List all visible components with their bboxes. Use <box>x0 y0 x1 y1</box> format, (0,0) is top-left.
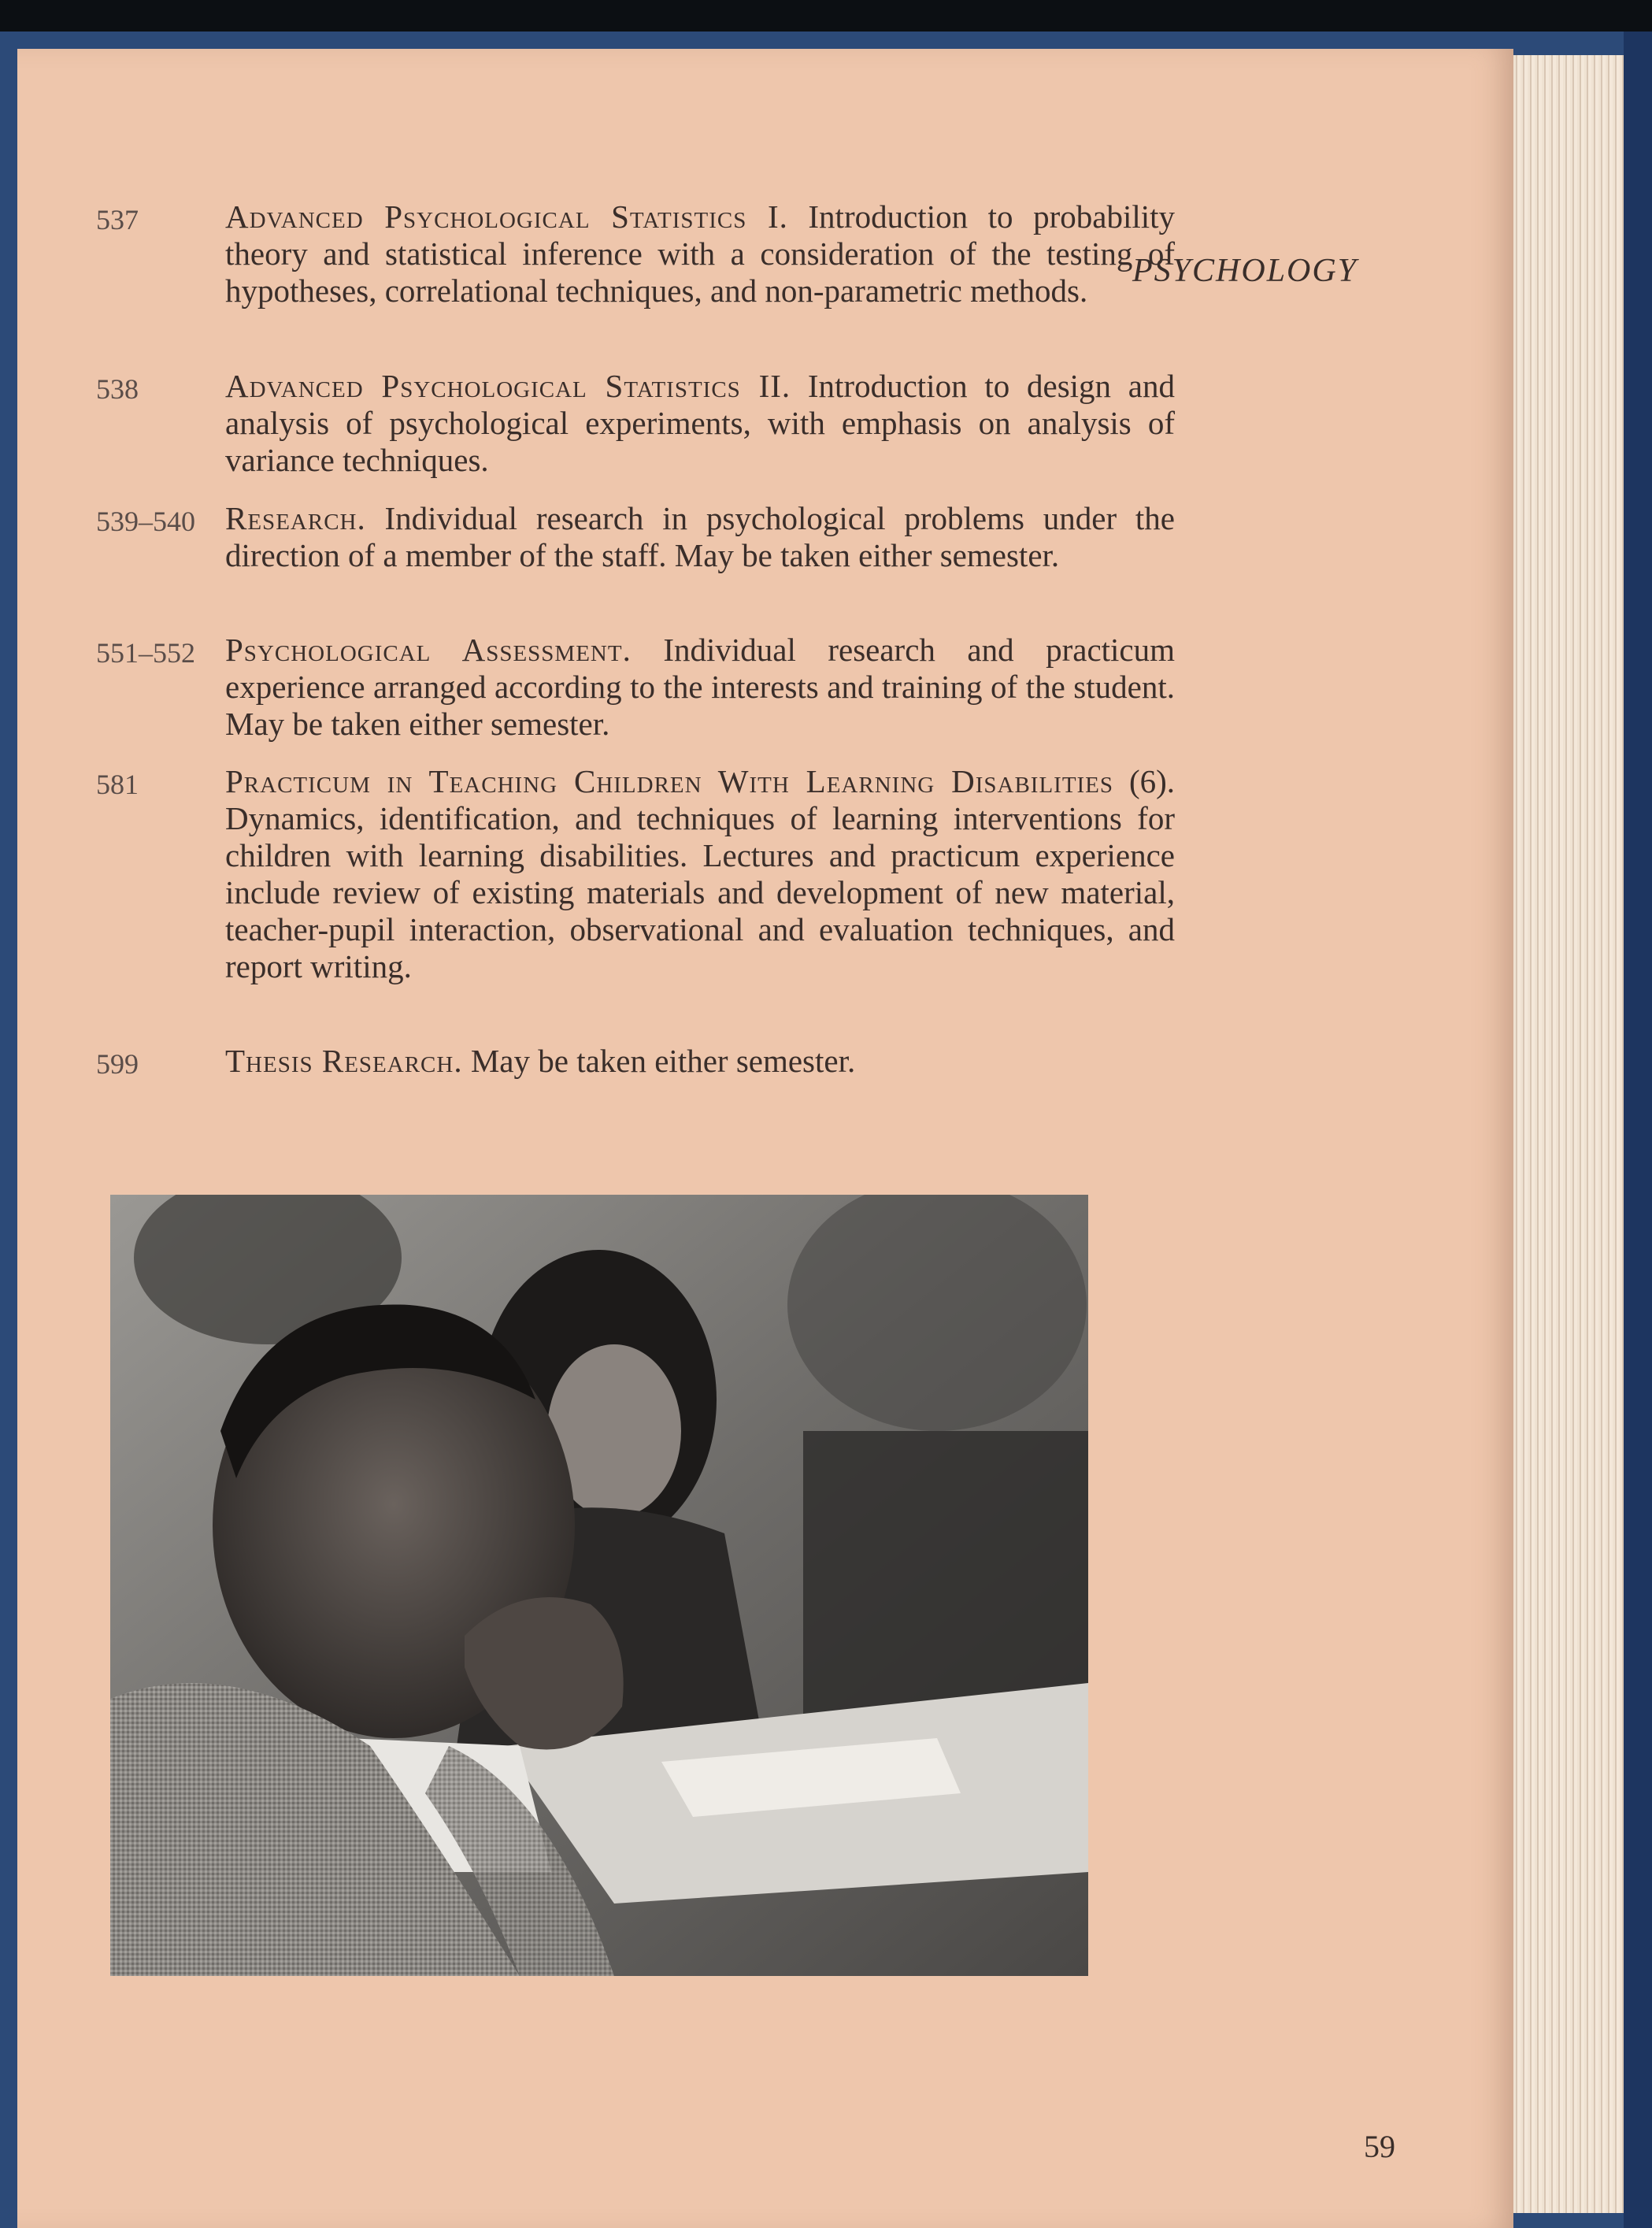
course-title: Advanced Psychological Statistics I. <box>225 198 788 235</box>
course-title: Thesis Research. <box>225 1043 463 1079</box>
course-entry-551-552 <box>96 632 1175 743</box>
course-text: May be taken either semester. <box>470 1043 856 1079</box>
course-text: Individual research in psychological problems under the direction of a member of the staff. May be taken either semester. <box>225 500 1175 573</box>
course-description <box>225 632 1175 743</box>
course-number: 537 <box>96 204 139 235</box>
course-title: Research. <box>225 500 366 536</box>
course-title: Advanced Psychological Statistics II. <box>225 368 791 404</box>
course-text: (6). Dynamics, identification, and techniques of learning interventions for children with learning disabilities. Lectures and practicum experience include review of existing materials and development of new material, teacher-pupil interaction, observational and evaluation techniques, and report writing. <box>225 763 1175 984</box>
book-page <box>17 49 1513 2228</box>
classroom-photo <box>110 1195 1088 1976</box>
course-entry-538 <box>96 368 1175 479</box>
course-number: 538 <box>96 373 139 405</box>
course-entry-581 <box>96 763 1175 985</box>
course-description <box>225 500 1175 574</box>
course-description <box>225 1043 1175 1080</box>
course-entry-599 <box>96 1043 1175 1080</box>
course-title: Psychological Assessment. <box>225 632 632 668</box>
course-entry-539-540 <box>96 500 1175 574</box>
course-title: Practicum in Teaching Children With Learning Disabilities <box>225 763 1114 799</box>
course-description <box>225 763 1175 985</box>
course-text: Individual research and practicum experience arranged according to the interests and training of the student. May be taken either semester. <box>225 632 1176 742</box>
course-text: Introduction to probability theory and statistical inference with a consideration of the testing of hypotheses, correlational techniques, and non-parametric methods. <box>225 198 1176 309</box>
course-description <box>225 368 1175 479</box>
course-number: 599 <box>96 1048 139 1080</box>
course-number: 539–540 <box>96 506 195 537</box>
section-label: PSYCHOLOGY <box>1132 253 1358 289</box>
course-entry-537 <box>96 198 1175 310</box>
page-number: 59 <box>1364 2129 1395 2164</box>
page-edges <box>1513 55 1624 2213</box>
course-description <box>225 198 1175 310</box>
course-number: 581 <box>96 769 139 800</box>
course-number: 551–552 <box>96 637 195 669</box>
course-text: Introduction to design and analysis of psychological experiments, with emphasis on analysis of variance techniques. <box>225 368 1175 478</box>
book-spine <box>1624 32 1652 2228</box>
